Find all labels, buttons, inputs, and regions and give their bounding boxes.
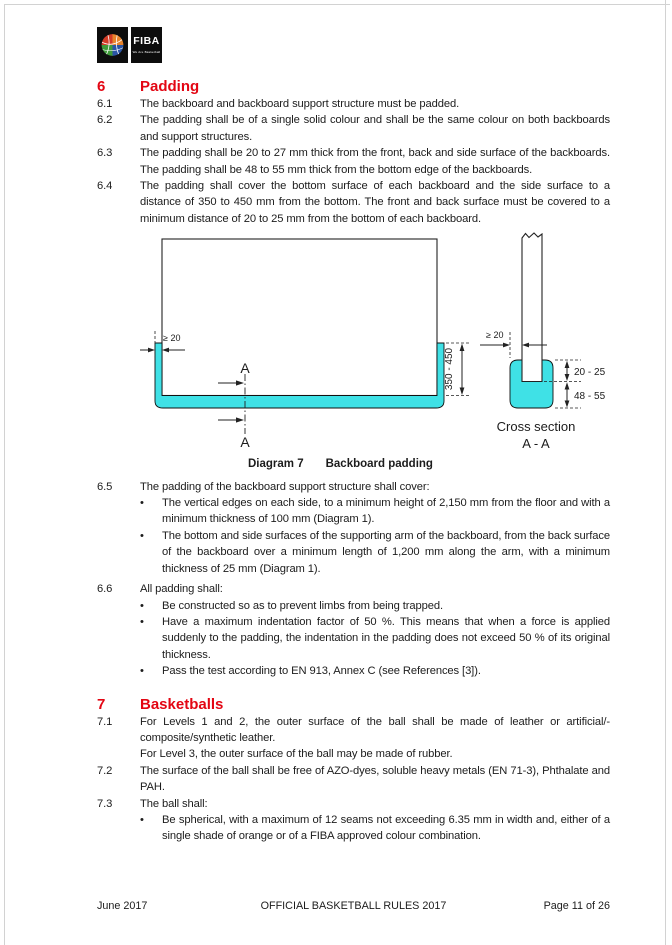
fiba-tagline-text: We Are Basketball [132,50,161,54]
rule-text: The padding of the backboard support structure shall cover: [140,480,430,493]
rule-text: The padding shall cover the bottom surface of each backboard and the side surface to a distance of 350 to 450 mm from the bottom. The front and back surface must be covered to a minimum distance of 20 to 25 mm from the bottom of each backboard. [140,180,610,225]
bullet-item [140,598,610,614]
diagram-caption [248,456,610,472]
rule-number: 6.6 [97,583,113,596]
fiba-wordmark [131,27,162,63]
bullet-text: Be spherical, with a maximum of 12 seams not exceeding 6.35 mm in width and, either of a single shade of orange or of a FIBA approved colour combination. [162,813,610,843]
rule-item-6-2 [97,112,610,145]
rule-text: All padding shall: [140,583,223,596]
page-border-top [4,4,670,5]
backboard-cross-section-board [522,233,542,382]
bullet-item [140,663,610,679]
fiba-logo [97,27,162,63]
dim-label-front-thickness: ≥ 20 [163,333,181,344]
rule-number: 6.2 [97,114,113,127]
rule-text-continued: For Level 3, the outer surface of the ball may be made of rubber. [140,748,453,761]
section-number: 6 [97,78,106,95]
arrow-up-icon [565,383,570,390]
rule-text: The ball shall: [140,797,208,810]
bullet-icon: • [140,529,144,542]
section-title: Basketballs [140,695,224,713]
fiba-brand-text: FIBA [133,35,160,47]
rule-item-7-1 [97,714,610,763]
arrow-up-icon [565,361,570,368]
rule-text: The padding shall be of a single solid colour and shall be the same colour on both backboards and support structures. [140,114,610,143]
rule-item-7-2 [97,763,610,796]
bullet-item [140,614,610,663]
rule-item-6-1 [97,96,610,112]
rule-text: For Levels 1 and 2, the outer surface of the ball shall be made of leather or artificial/-composite/synthetic leather. [140,715,610,744]
rule-item-6-5 [97,479,610,577]
rule-item-6-3 [97,145,610,178]
rule-item-6-6 [97,581,610,679]
rule-item-6-4 [97,178,610,227]
rule-text: The backboard and backboard support structure must be padded. [140,98,460,110]
section-letter-top: A [240,360,250,377]
bullet-icon: • [140,813,144,826]
dim-label-bottom-thickness: 48 - 55 [574,391,606,403]
arrow-right-icon [148,348,155,353]
section-7-heading [97,696,610,714]
bullet-icon: • [140,599,144,612]
backboard-padding-diagram [97,231,610,451]
bullet-text: Pass the test according to EN 913, Annex C (see References [3]). [162,665,481,678]
rule-number: 7.3 [97,797,113,810]
fiba-globe-icon [97,27,128,63]
arrow-down-icon [565,401,570,408]
backboard-front-view [162,239,437,396]
bullet-icon: • [140,615,144,628]
section-letter-bottom: A [240,434,250,451]
footer-date: June 2017 [97,900,148,912]
arrow-up-icon [460,344,465,352]
rule-number: 6.4 [97,180,113,193]
arrow-down-icon [460,388,465,396]
rule-number: 6.5 [97,480,113,493]
arrow-down-icon [565,374,570,381]
diagram-caption-title: Backboard padding [325,458,433,471]
diagram-7-svg [140,231,620,451]
rule-number: 7.2 [97,764,113,777]
footer-document-title: OFFICIAL BASKETBALL RULES 2017 [260,900,447,912]
rule-item-7-3 [97,796,610,845]
bullet-text: The vertical edges on each side, to a minimum height of 2,150 mm from the floor and with a minimum thickness of 100 mm (Diagram 1). [162,497,610,526]
bullet-text: Have a maximum indentation factor of 50 %. This means that when a force is applied suddenly to the padding, the indentation in the padding does not exceed 50 % of its original thickness. [162,615,610,661]
page-footer [97,898,610,914]
diagram-caption-label: Diagram 7 [248,458,304,471]
rule-text: The surface of the ball shall be free of AZO-dyes, soluble heavy metals (EN 71-3), Phthalate and PAH. [140,764,610,794]
rule-number: 7.1 [97,715,113,728]
rule-number: 6.1 [97,98,113,110]
rule-number: 6.3 [97,147,113,160]
bullet-icon: • [140,497,144,510]
page-border-right [665,0,666,945]
cross-section-title: Cross section [496,419,576,435]
section-title: Padding [140,78,200,95]
bullet-item [140,812,610,845]
bullet-text: Be constructed so as to prevent limbs from being trapped. [162,599,443,612]
rules-content [97,78,610,845]
bullet-icon: • [140,665,144,678]
cross-section-subtitle: A - A [522,436,550,452]
dim-label-front-cover: 20 - 25 [574,367,606,379]
section-number: 7 [97,695,106,713]
dim-label-cross-thickness: ≥ 20 [486,330,504,341]
arrow-right-icon [236,418,244,423]
arrow-right-icon [503,343,510,348]
bullet-text: The bottom and side surfaces of the supporting arm of the backboard, from the back surface of the backboard over a minimum length of 1,200 mm along the arm, with a minimum thickness of 25 mm (Diagram 1). [162,529,610,575]
page-border-left [4,4,5,945]
bullet-item [140,528,610,577]
footer-page-number: Page 11 of 26 [543,900,610,912]
dim-label-side-height: 350 - 450 [444,348,455,391]
rule-text: The padding shall be 20 to 27 mm thick from the front, back and side surface of the backboards. The padding shall be 48 to 55 mm thick from the bottom edge of the backboards. [140,147,610,176]
bullet-item [140,495,610,528]
section-6-heading [97,78,610,96]
